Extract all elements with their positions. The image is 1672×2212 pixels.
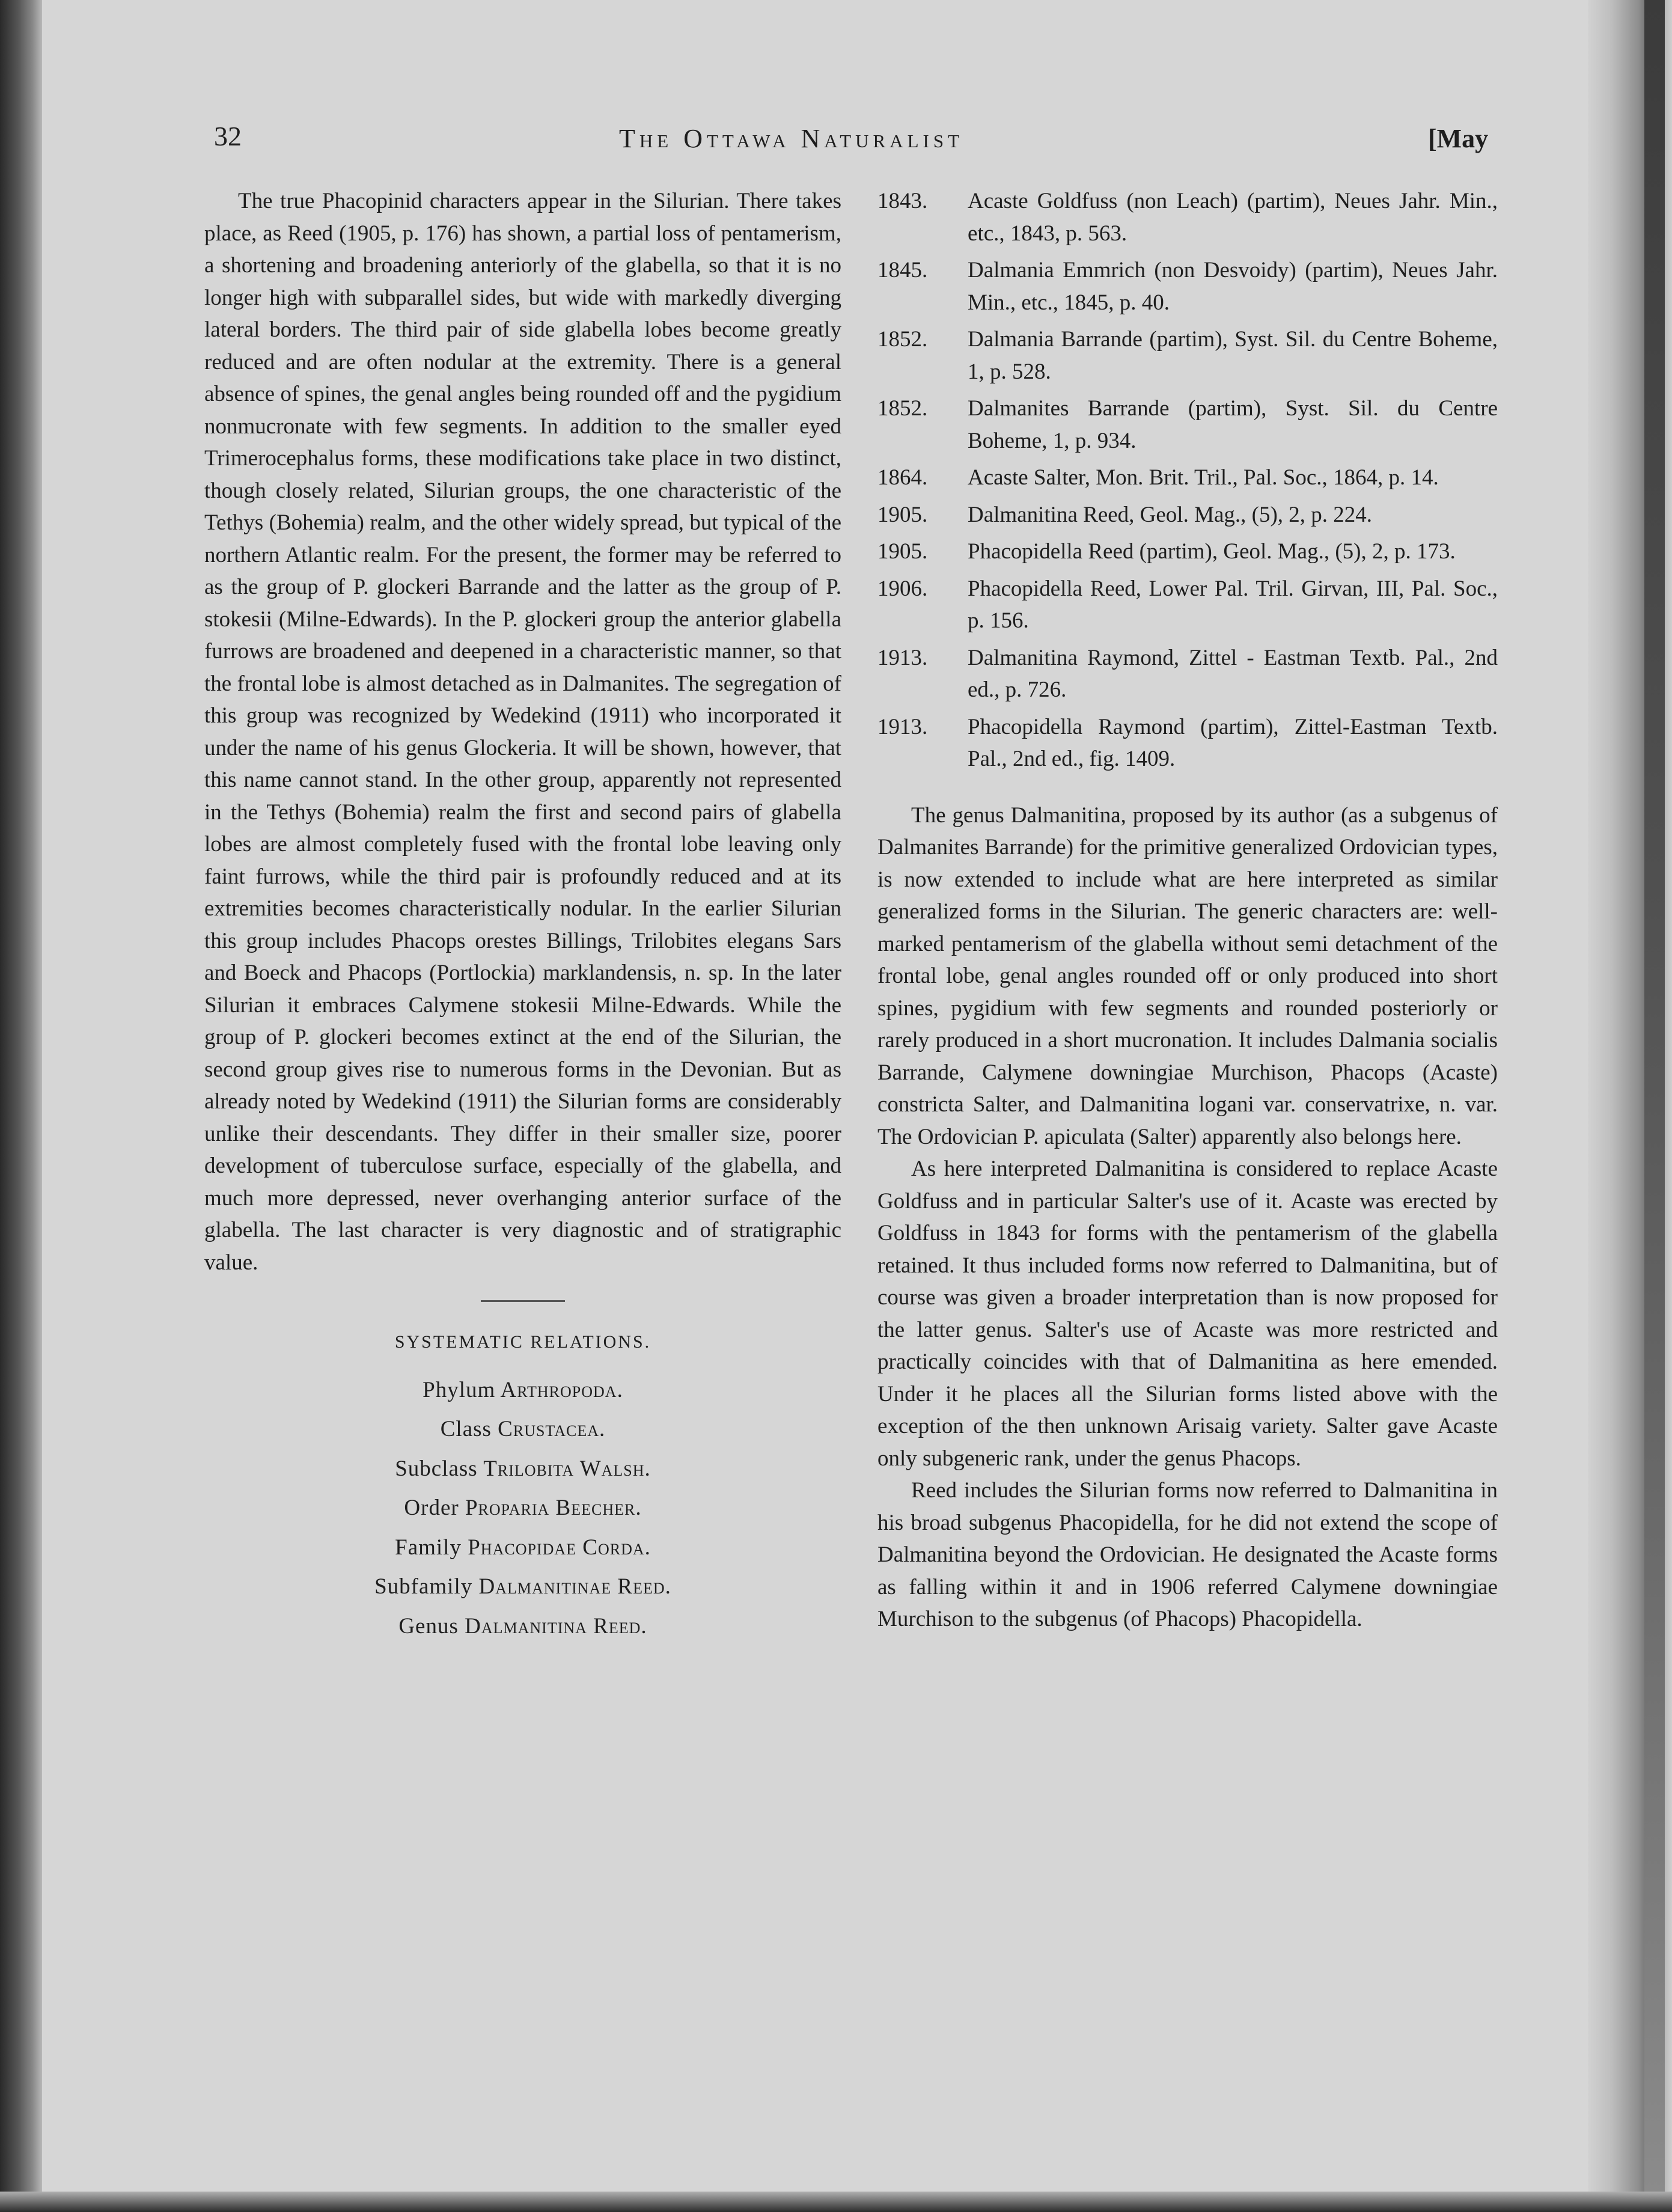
body-paragraph: The true Phacopinid characters appear in the Silurian. There takes place, as Reed (1905, p. 176) has shown, a partial loss of pentamerism, a shortening and broadening anteriorly of the glabella, so that it is no longer high with subparallel sides, but wide with markedly diverging lateral borders. The third pair of side glabella lobes become greatly reduced and are often nodular at the extremity. There is a general absence of spines, the genal angles being rounded off and the pygidium nonmucronate with few segments. In addition to the smaller eyed Trimerocephalus forms, these modifications take place in two distinct, though closely related, Silurian groups, the one characteristic of the Tethys (Bohemia) realm, and the other widely spread, but typical of the northern Atlantic realm. For the present, the former may be referred to as the group of P. glockeri Barrande and the latter as the group of P. stokesii (Milne-Edwards). In the P. glockeri group the anterior glabella furrows are broadened and deepened in a characteristic manner, so that the frontal lobe is almost detached as in Dalmanites. The segregation of this group was recognized by Wedekind (1911) who incorporated it under the name of his genus Glockeria. It will be shown, however, that this name cannot stand. In the other group, apparently not represented in the Tethys (Bohemia) realm the first and second pairs of glabella lobes are almost completely fused with the frontal lobe leaving only faint furrows, while the third pair is profoundly reduced and at its extremities becomes characteristically nodular. In the earlier Silurian this group includes Phacops orestes Billings, Trilobites elegans Sars and Boeck and Phacops (Portlockia) marklandensis, n. sp. In the later Silurian it embraces Calymene stokesii Milne-Edwards. While the group of P. glockeri becomes extinct at the end of the Silurian, the second group gives rise to numerous forms in the Devonian. But as already noted by Wedekind (1911) the Silurian forms are considerably unlike their descendants. They differ in their smaller size, poorer development of tuberculose surface, especially of the glabella, and much more depressed, never overhanging anterior surface of the glabella. The last character is very diagnostic and of stratigraphic value. [204, 189, 841, 1275]
synonymy-entry: 1913. Dalmanitina Raymond, Zittel - Eastman Textb. Pal., 2nd ed., p. 726. [877, 645, 1498, 702]
synonymy-entry: 1905. Phacopidella Reed (partim), Geol. Mag., (5), 2, p. 173. [877, 539, 1456, 564]
synonymy-entry: 1905. Dalmanitina Reed, Geol. Mag., (5), 2, p. 224. [877, 502, 1373, 527]
section-heading: SYSTEMATIC RELATIONS. [394, 1332, 651, 1352]
taxonomy-line: Class Crustacea. [440, 1417, 606, 1441]
scan-bottom-edge [0, 2192, 1672, 2212]
scan-left-edge [0, 0, 42, 2212]
taxonomy-line: Family Phacopidae Corda. [395, 1535, 651, 1560]
section-divider [481, 1300, 565, 1302]
synonymy-entry: 1913. Phacopidella Raymond (partim), Zittel-Eastman Textb. Pal., 2nd ed., fig. 1409. [877, 714, 1498, 771]
taxonomy-line: Order Proparia Beecher. [404, 1496, 642, 1520]
issue-month: [May [1428, 124, 1489, 153]
body-paragraph: Reed includes the Silurian forms now referred to Dalmanitina in his broad subgenus Phacopidella, for he did not extend the scope of Dalmanitina beyond the Ordovician. He designated the Acaste forms as falling within it and in 1906 referred Calymene downingiae Murchison to the subgenus (of Phacops) Phacopidella. [877, 1478, 1498, 1631]
taxonomy-line: Genus Dalmanitina Reed. [398, 1613, 647, 1639]
synonymy-entry: 1864. Acaste Salter, Mon. Brit. Tril., Pal. Soc., 1864, p. 14. [877, 465, 1439, 490]
taxonomy-line: Subfamily Dalmanitinae Reed. [374, 1574, 671, 1599]
synonymy-entry: 1852. Dalmanites Barrande (partim), Syst. Sil. du Centre Boheme, 1, p. 934. [877, 396, 1498, 453]
page-number: 32 [214, 121, 242, 151]
synonymy-entry: 1906. Phacopidella Reed, Lower Pal. Tril. Girvan, III, Pal. Soc., p. 156. [877, 576, 1498, 633]
body-paragraph: As here interpreted Dalmanitina is considered to replace Acaste Goldfuss and in particular Salter's use of it. Acaste was erected by Goldfuss in 1843 for forms with the pentamerism of the glabella retained. It thus included forms now referred to Dalmanitina, but of course was given a broader interpretation than is now proposed for the latter genus. Salter's use of Acaste was more restricted and practically coincides with that of Dalmanitina as here emended. Under it he places all the Silurian forms listed above with the exception of the then unknown Arisaig variety. Salter gave Acaste only subgeneric rank, under the genus Phacops. [877, 1156, 1498, 1471]
scan-right-strip [1644, 0, 1665, 2212]
synonymy-entry: 1845. Dalmania Emmrich (non Desvoidy) (partim), Neues Jahr. Min., etc., 1845, p. 40. [877, 258, 1498, 315]
synonymy-list [877, 185, 1498, 775]
synonymy-entry: 1852. Dalmania Barrande (partim), Syst. Sil. du Centre Boheme, 1, p. 528. [877, 327, 1498, 384]
journal-title: The Ottawa Naturalist [619, 124, 964, 153]
left-column [204, 185, 841, 1649]
taxonomy-list [204, 1374, 841, 1643]
synonymy-entry: 1843. Acaste Goldfuss (non Leach) (partim), Neues Jahr. Min., etc., 1843, p. 563. [877, 189, 1498, 246]
body-paragraph: The genus Dalmanitina, proposed by its author (as a subgenus of Dalmanites Barrande) for the primitive generalized Ordovician types, is now extended to include what are here interpreted as similar generalized forms in the Silurian. The generic characters are: well-marked pentamerism of the glabella without semi detachment of the frontal lobe, genal angles rounded off or only produced into short spines, pygidium with few segments and rounded posteriorly or rarely produced in a short mucronation. It includes Dalmania socialis Barrande, Calymene downingiae Murchison, Phacops (Acaste) constricta Salter, and Dalmanitina logani var. conservatrixe, n. var. The Ordovician P. apiculata (Salter) apparently also belongs here. [877, 802, 1498, 1149]
taxonomy-line: Subclass Trilobita Walsh. [395, 1456, 651, 1481]
right-column [877, 185, 1498, 1636]
taxonomy-line: Phylum Arthropoda. [423, 1377, 623, 1402]
